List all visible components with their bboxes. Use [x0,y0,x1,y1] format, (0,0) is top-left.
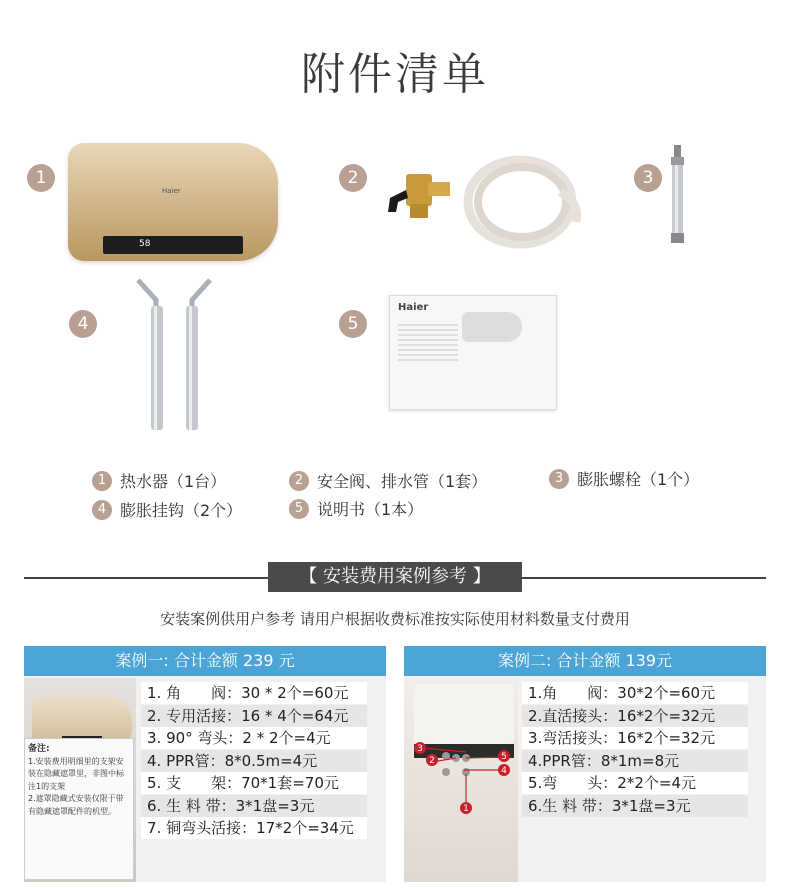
remark-title: 备注: [28,744,50,754]
case-2-fee-list [522,682,748,817]
fee-row: 5.弯 头：2*2个=4元 [522,772,748,794]
case-2-title: 案例二: 合计金额 139元 [404,646,766,676]
case-2-photo [404,678,518,882]
marker-label-5: 5 [501,752,507,762]
legend-label: 膨胀螺栓（1个） [577,470,700,489]
legend-number: 5 [289,499,309,519]
case-1-title: 案例一: 合计金额 239 元 [24,646,386,676]
item-number-4: 4 [69,310,97,338]
section-title: 【 安装费用案例参考 】 [268,562,522,592]
case-1-fee-list [141,682,367,840]
legend-label: 膨胀挂钩（2个） [120,501,243,520]
drain-hose-image [460,152,585,252]
fee-row: 1. 角 阀：30 * 2个=60元 [141,682,367,704]
manual-image [389,295,557,410]
fee-row: 4.PPR管：8*1m=8元 [522,750,748,772]
marker-label-3: 3 [417,744,423,754]
expansion-hooks-image [134,276,214,441]
fee-row: 2. 专用活接：16 * 4个=64元 [141,705,367,727]
manual-cover-picture [462,312,522,342]
legend-label: 安全阀、排水管（1套） [317,472,488,491]
heater-display: 58 [139,239,151,249]
safety-valve-image [384,168,454,220]
fee-row: 6. 生 料 带：3*1盘=3元 [141,795,367,817]
marker-label-4: 4 [501,766,507,776]
case-1-card [24,646,386,882]
legend-number: 1 [92,471,112,491]
marker-label-1: 1 [463,804,469,814]
heater-control-panel [103,236,243,254]
legend-item-4 [92,498,242,521]
legend-item-3 [549,467,699,490]
section-note: 安装案例供用户参考 请用户根据收费标准按实际使用材料数量支付费用 [160,610,630,628]
heater-brand-logo: Haier [162,187,181,195]
case-2-install-markers [404,678,518,882]
fee-row: 3.弯活接头：16*2个=32元 [522,727,748,749]
water-heater-image [68,143,278,261]
fee-row: 5. 支 架：70*1套=70元 [141,772,367,794]
case-1-remark [24,738,134,880]
legend-number: 2 [289,471,309,491]
remark-line-2: 2.遮罩隐藏式安装仅限于带有隐藏遮罩配件的机型。 [28,794,124,816]
legend-item-1 [92,469,226,492]
legend-number: 4 [92,500,112,520]
section-divider-right [522,577,766,579]
page-title: 附件清单 [301,49,489,100]
item-number-1: 1 [27,164,55,192]
manual-brand-logo: Haier [398,302,429,313]
fee-row: 4. PPR管：8*0.5m=4元 [141,750,367,772]
legend-item-2 [289,469,487,492]
marker-label-2: 2 [429,756,435,766]
case-2-card [404,646,766,882]
fee-row: 2.直活接头：16*2个=32元 [522,705,748,727]
section-divider-left [24,577,268,579]
fee-row: 3. 90° 弯头：2 * 2个=4元 [141,727,367,749]
expansion-bolt-image [665,145,690,245]
remark-line-1: 1.安装费用明细里的支架安装在隐藏遮罩里，非图中标注1的支架 [28,756,124,791]
legend-number: 3 [549,469,569,489]
item-number-5: 5 [339,310,367,338]
legend-label: 热水器（1台） [120,472,227,491]
manual-text-lines [398,324,458,364]
fee-row: 6.生 料 带：3*1盘=3元 [522,795,748,817]
item-number-3: 3 [634,164,662,192]
fee-row: 7. 铜弯头活接：17*2个=34元 [141,817,367,839]
legend-label: 说明书（1本） [317,500,424,519]
item-number-2: 2 [339,164,367,192]
legend-item-5 [289,497,423,520]
fee-row: 1.角 阀：30*2个=60元 [522,682,748,704]
